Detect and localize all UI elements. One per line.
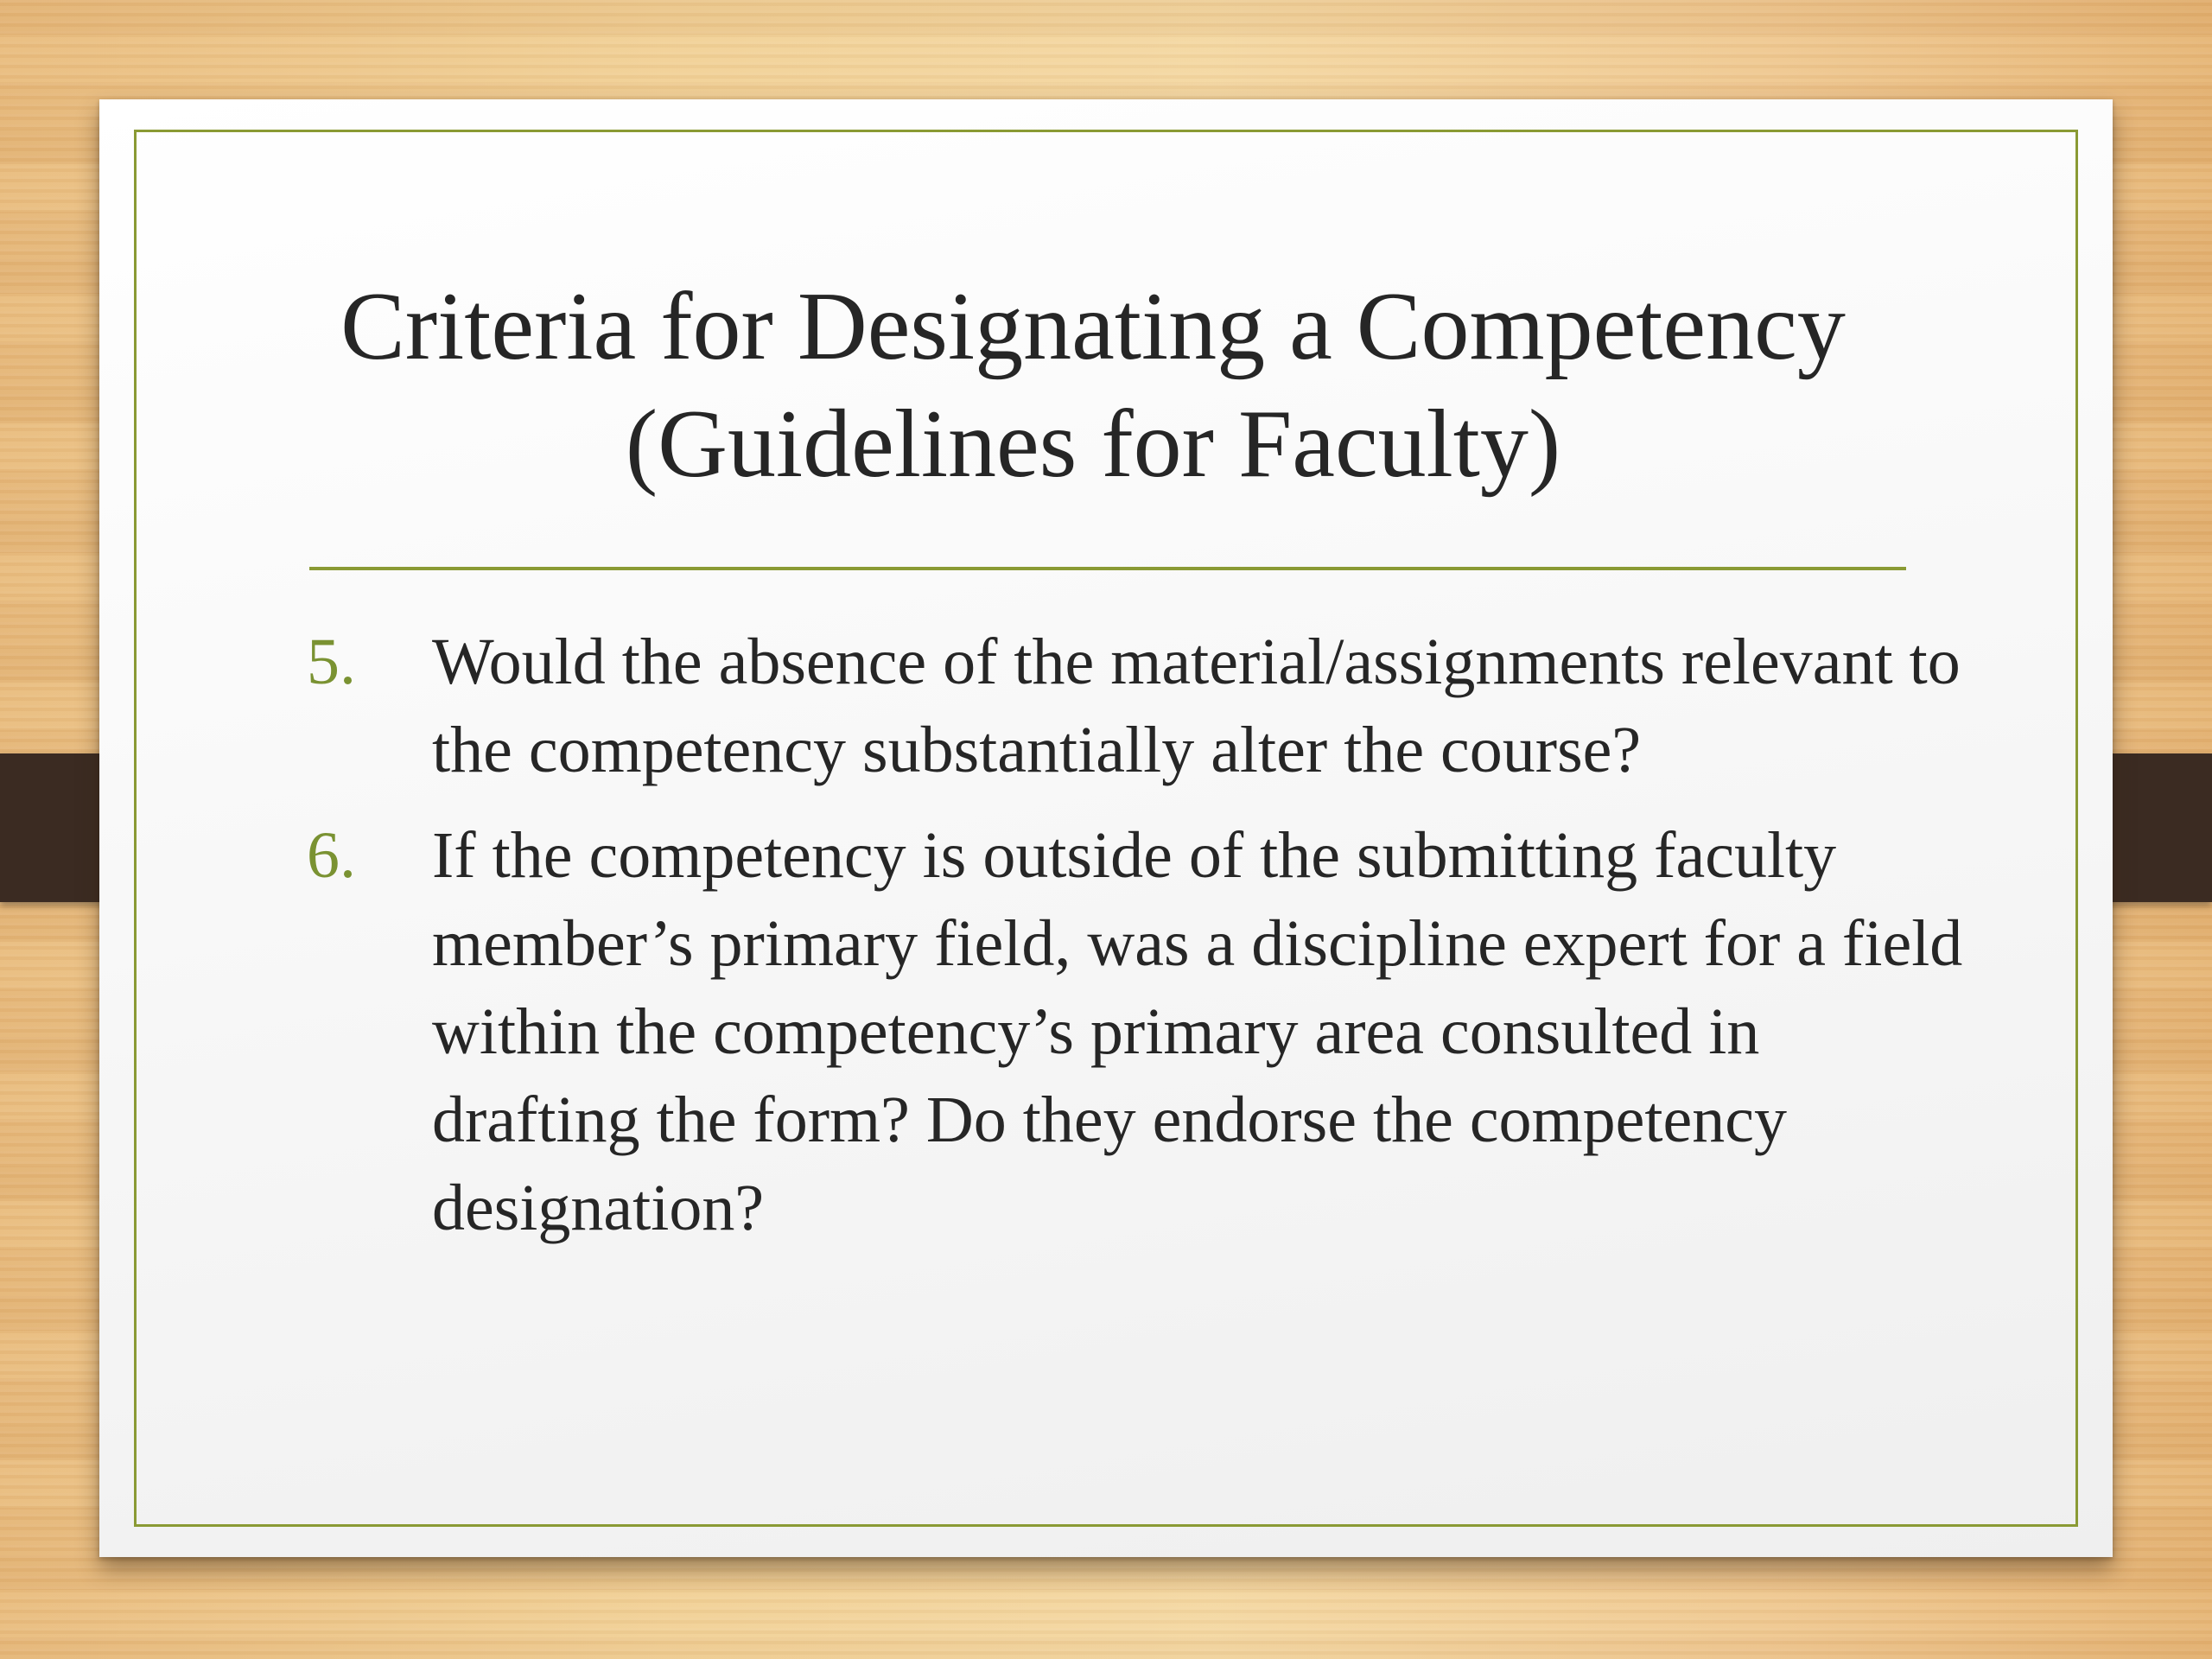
criteria-item-number: 6. <box>307 819 356 892</box>
criteria-item-text: If the competency is outside of the submitting faculty member’s primary field, was a discipline expert for a field within the competency’s primary area consulted in drafting the form? Do they endorse the competency designation? <box>432 819 1963 1244</box>
slide-card <box>99 99 2113 1557</box>
criteria-item-6 <box>307 811 1966 1252</box>
slide-title-line-2: (Guidelines for Faculty) <box>625 391 1561 498</box>
criteria-item-number: 5. <box>307 626 356 698</box>
criteria-item-5 <box>307 618 1966 794</box>
criteria-item-text: Would the absence of the material/assignments relevant to the competency substantially alter the course? <box>432 626 1961 786</box>
title-divider <box>309 567 1906 570</box>
slide-title <box>272 268 1914 503</box>
criteria-list <box>307 618 1966 1269</box>
slide-title-line-1: Criteria for Designating a Competency <box>340 273 1846 380</box>
